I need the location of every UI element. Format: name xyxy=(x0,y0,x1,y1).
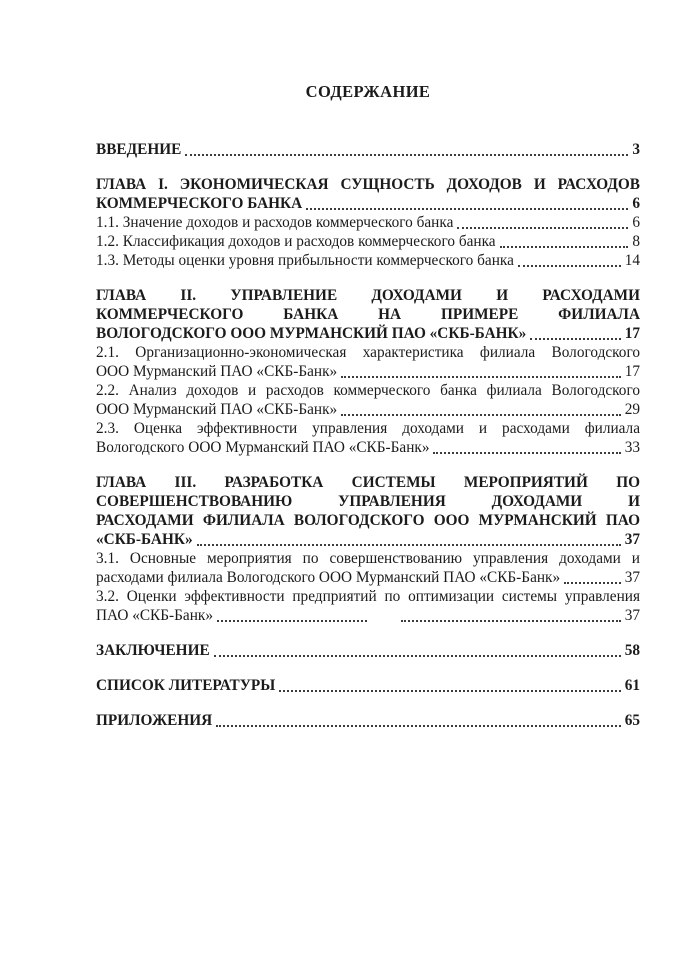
toc-line: 2.1. Организационно-экономическая характеристика филиала Вологодского xyxy=(96,344,640,361)
dot-leader xyxy=(457,227,628,229)
toc-entry-text: ПРИЛОЖЕНИЯ xyxy=(96,712,213,729)
toc-entry-conclusion xyxy=(96,641,640,660)
toc-line: 3.1. Основные мероприятия по совершенствованию управления доходами и xyxy=(96,550,640,567)
dot-leader xyxy=(500,246,629,248)
toc-entry-text: ООО Мурманский ПАО «СКБ-Банк» xyxy=(96,363,338,380)
toc-line-last xyxy=(96,140,640,159)
dot-leader xyxy=(564,582,621,584)
page-number: 37 xyxy=(624,531,640,548)
dot-leader xyxy=(433,452,620,454)
toc-line-last xyxy=(96,324,640,343)
toc-entry-item-1-2 xyxy=(96,232,640,251)
page-number: 17 xyxy=(624,363,640,380)
toc-entry-text: расходами филиала Вологодского ООО Мурманский ПАО «СКБ-Банк» xyxy=(96,569,561,586)
page-title: СОДЕРЖАНИЕ xyxy=(305,82,431,101)
toc-line-last xyxy=(96,251,640,270)
dot-leader xyxy=(279,690,620,692)
toc-entry-appendices xyxy=(96,711,640,730)
dot-leader xyxy=(518,265,621,267)
toc-line: 3.2. Оценки эффективности предприятий по оптимизации системы управления xyxy=(96,588,640,605)
toc-line: ГЛАВА I. ЭКОНОМИЧЕСКАЯ СУЩНОСТЬ ДОХОДОВ И РАСХОДОВ xyxy=(96,176,640,193)
dot-leader xyxy=(216,725,620,727)
page-number: 33 xyxy=(624,439,640,456)
toc-entry-item-3-2 xyxy=(96,587,640,625)
toc-entry-text: КОММЕРЧЕСКОГО БАНКА xyxy=(96,195,303,212)
toc-line: СОВЕРШЕНСТВОВАНИЮ УПРАВЛЕНИЯ ДОХОДАМИ И xyxy=(96,493,640,510)
toc-entry-text: ООО Мурманский ПАО «СКБ-Банк» xyxy=(96,401,338,418)
toc-line: ГЛАВА III. РАЗРАБОТКА СИСТЕМЫ МЕРОПРИЯТИЙ ПО xyxy=(96,474,640,491)
toc-entry-chapter-3 xyxy=(96,473,640,549)
toc-line-last xyxy=(96,568,640,587)
page-number: 6 xyxy=(632,195,640,212)
toc-entry-text: 1.2. Классификация доходов и расходов коммерческого банка xyxy=(96,233,496,250)
dot-leader xyxy=(341,414,621,416)
toc-line: КОММЕРЧЕСКОГО БАНКА НА ПРИМЕРЕ ФИЛИАЛА xyxy=(96,306,640,323)
toc-line-last xyxy=(96,641,640,660)
toc-entry-item-1-3 xyxy=(96,251,640,270)
toc-entry-item-1-1 xyxy=(96,213,640,232)
toc-entry-chapter-1 xyxy=(96,175,640,213)
page-number: 17 xyxy=(624,325,640,342)
dot-leader xyxy=(341,376,621,378)
page-number: 6 xyxy=(632,214,640,231)
toc-entry-item-3-1 xyxy=(96,549,640,587)
page-number: 61 xyxy=(624,677,640,694)
page-number: 37 xyxy=(624,607,640,624)
page-number: 37 xyxy=(624,569,640,586)
toc-line-last xyxy=(96,676,640,695)
dot-leader xyxy=(530,338,620,340)
toc-entry-text: 1.3. Методы оценки уровня прибыльности коммерческого банка xyxy=(96,252,514,269)
toc-entry-chapter-2 xyxy=(96,286,640,343)
toc-line-last xyxy=(96,400,640,419)
dot-leader xyxy=(197,544,621,546)
page-number: 65 xyxy=(624,712,640,729)
toc-line-last xyxy=(96,362,640,381)
toc-entry-text: Вологодского ООО Мурманский ПАО «СКБ-Банк» xyxy=(96,439,430,456)
toc-entry-item-2-3 xyxy=(96,419,640,457)
toc-entry-bibliography xyxy=(96,676,640,695)
toc-entry-text: ВВЕДЕНИЕ xyxy=(96,141,182,158)
toc-entry-text: ЗАКЛЮЧЕНИЕ xyxy=(96,642,210,659)
page-number: 14 xyxy=(624,252,640,269)
dot-leader xyxy=(214,655,621,657)
toc-line: 2.3. Оценка эффективности управления доходами и расходами филиала xyxy=(96,420,640,437)
toc-entry-text: «СКБ-БАНК» xyxy=(96,531,193,548)
toc-line-last xyxy=(96,213,640,232)
toc-line-last xyxy=(96,232,640,251)
toc-line-last xyxy=(96,711,640,730)
dot-leader xyxy=(306,208,628,210)
toc-entry-text: ПАО «СКБ-Банк» xyxy=(96,607,213,624)
toc-line-last xyxy=(96,438,640,457)
toc-line-last xyxy=(96,194,640,213)
toc-line: ГЛАВА II. УПРАВЛЕНИЕ ДОХОДАМИ И РАСХОДАМИ xyxy=(96,287,640,304)
dot-leader xyxy=(185,154,628,156)
toc-line: РАСХОДАМИ ФИЛИАЛА ВОЛОГОДСКОГО ООО МУРМАНСКИЙ ПАО xyxy=(96,512,640,529)
toc-line-last xyxy=(96,606,640,625)
page-number: 29 xyxy=(624,401,640,418)
dot-leader xyxy=(217,620,367,622)
dot-leader xyxy=(401,620,621,622)
toc-entry-item-2-2 xyxy=(96,381,640,419)
page-number: 8 xyxy=(632,233,640,250)
toc xyxy=(96,140,640,730)
toc-entry-introduction xyxy=(96,140,640,159)
toc-line: 2.2. Анализ доходов и расходов коммерческого банка филиала Вологодского xyxy=(96,382,640,399)
toc-entry-text: 1.1. Значение доходов и расходов коммерческого банка xyxy=(96,214,454,231)
page-number: 58 xyxy=(624,642,640,659)
page-number: 3 xyxy=(632,141,640,158)
toc-entry-item-2-1 xyxy=(96,343,640,381)
toc-entry-text: ВОЛОГОДСКОГО ООО МУРМАНСКИЙ ПАО «СКБ-БАНК» xyxy=(96,325,527,342)
toc-entry-text: СПИСОК ЛИТЕРАТУРЫ xyxy=(96,677,276,694)
toc-line-last xyxy=(96,530,640,549)
